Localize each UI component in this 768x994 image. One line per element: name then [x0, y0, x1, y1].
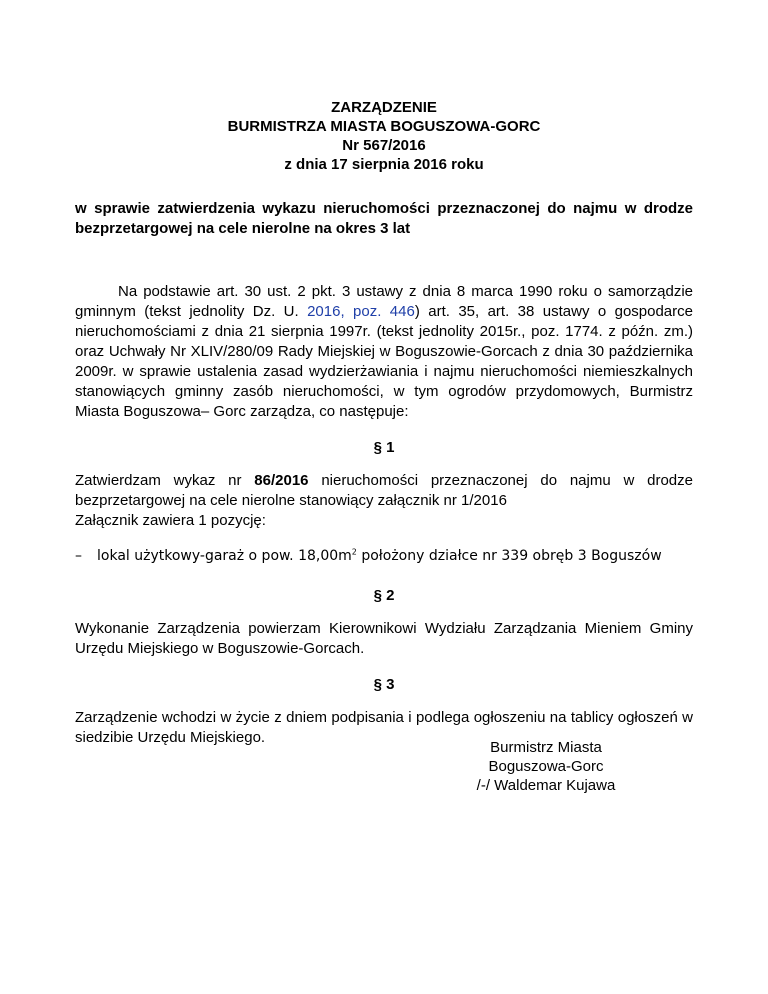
basis-text-2: ) art. 35, art. 38 ustawy o gospodarce nieruchomościami z dnia 21 sierpnia 1997r. (tekst jednolity 2015r., poz. 1774. z późn. zm.) oraz Uchwały Nr XLIV/280/09 Rady Miejskiej w Boguszowie-Gorcach z dnia 30 października 2009r. w sprawie ustalenia zasad wydzierżawiania i najmu nieruchomości niemieszkalnych stanowiących gminny zasób nieruchomości, w tym ogrodów przydomowych, Burmistrz Miasta Boguszowa– Gorc zarządza, co następuje: [75, 303, 693, 420]
signature-line-1: Burmistrz Miasta [490, 739, 602, 756]
basis-link-poz-446[interactable]: poz. 446 [353, 303, 415, 320]
basis-text-1: Na podstawie art. 30 ust. 2 pkt. 3 ustawy z dnia 8 marca 1990 roku o samorządzie gminnym (tekst jednolity Dz. U. [75, 283, 693, 320]
title-line-2: BURMISTRZA MIASTA BOGUSZOWA-GORC [227, 118, 541, 135]
list-item-superscript: 2 [351, 547, 357, 557]
list-item [75, 546, 693, 566]
basis-separator: , [340, 303, 354, 320]
list-item-text-a: lokal użytkowy-garaż o pow. 18,00m [97, 548, 352, 564]
list-item-text [97, 546, 662, 566]
document-page [75, 98, 693, 794]
section-1-text [75, 471, 693, 511]
title-line-1: ZARZĄDZENIE [331, 99, 437, 116]
signature-line-2: Boguszowa-Gorc [488, 758, 604, 775]
list-item-text-b: położony działce nr 339 obręb 3 Boguszów [356, 548, 662, 564]
document-subject: w sprawie zatwierdzenia wykazu nieruchomości przeznaczonej do najmu w drodze bezprzetargowej na cele nierolne na okres 3 lat [75, 200, 693, 237]
section-3-heading: § 3 [373, 676, 395, 693]
section-1-attachment-note: Załącznik zawiera 1 pozycję: [75, 512, 266, 529]
section-3-text: Zarządzenie wchodzi w życie z dniem podpisania i podlega ogłoszeniu na tablicy ogłoszeń w siedzibie Urzędu Miejskiego. [75, 709, 693, 746]
document-title [75, 98, 693, 174]
title-line-3: Nr 567/2016 [342, 137, 426, 154]
section-1-text-b: nieruchomości przeznaczonej do najmu w drodze bezprzetargowej na cele nierolne stanowiący załącznik nr 1/2016 [75, 472, 693, 509]
section-1-text-a: Zatwierdzam wykaz nr [75, 472, 255, 489]
section-2-text: Wykonanie Zarządzenia powierzam Kierownikowi Wydziału Zarządzania Mieniem Gminy Urzędu Miejskiego w Boguszowie-Gorcach. [75, 620, 693, 657]
basis-link-2016[interactable]: 2016 [307, 303, 341, 320]
title-line-4: z dnia 17 sierpnia 2016 roku [284, 156, 484, 173]
legal-basis-paragraph [75, 282, 693, 422]
list-number: 86/2016 [254, 472, 309, 489]
signature-block [471, 738, 621, 795]
list-dash: – [75, 548, 82, 564]
signature-line-3: /-/ Waldemar Kujawa [476, 777, 616, 794]
section-1-heading: § 1 [373, 439, 395, 456]
section-2-heading: § 2 [373, 587, 395, 604]
